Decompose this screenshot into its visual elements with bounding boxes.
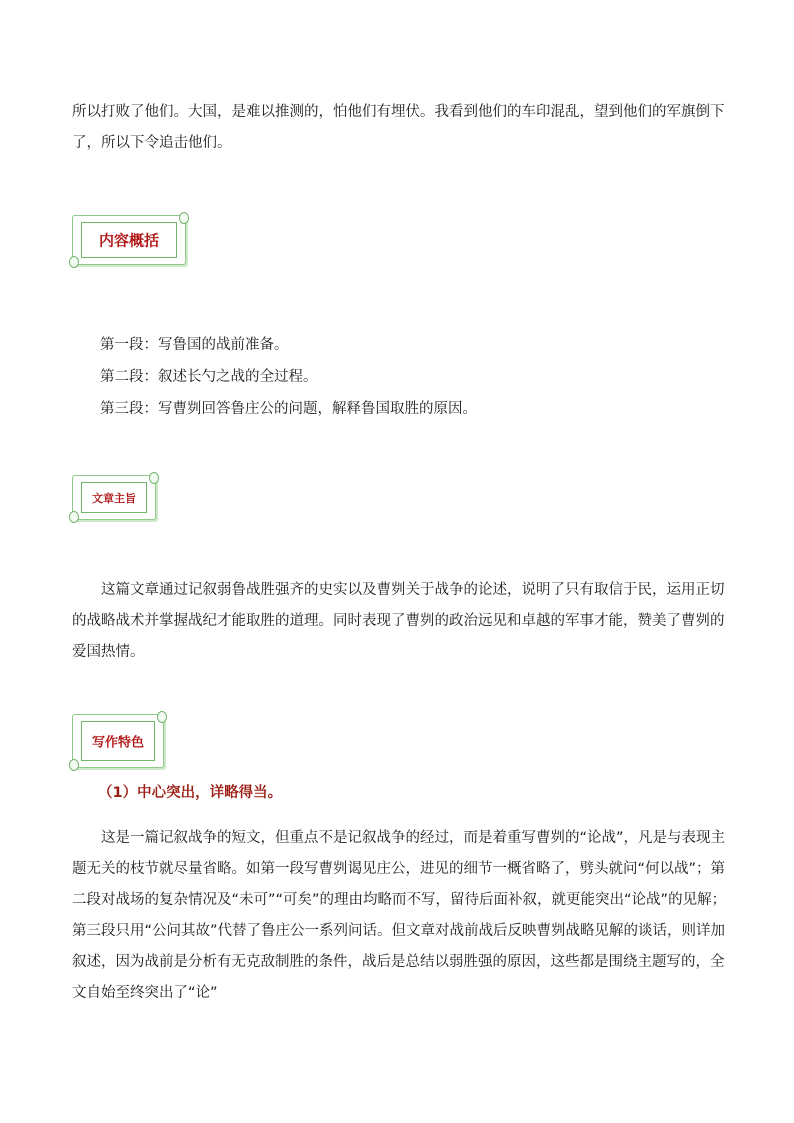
intro-paragraph: 所以打败了他们。大国，是难以推测的，怕他们有埋伏。我看到他们的车印混乱，望到他们的军旗倒下了，所以下令追击他们。 (72, 104, 725, 151)
features-header-scroll (72, 714, 164, 768)
scroll-curl-icon (69, 511, 79, 523)
summary-item-2: 第二段：叙述长勺之战的全过程。 (100, 369, 318, 385)
theme-paragraph: 这篇文章通过记叙弱鲁战胜强齐的史实以及曹刿关于战争的论述，说明了只有取信于民，运用正切的战略战术并掌握战纪才能取胜的道理。同时表现了曹刿的政治远见和卓越的军事才能，赞美了曹刿的爱国热情。 (72, 582, 725, 660)
theme-header: 文章主旨 (92, 491, 136, 505)
scroll-curl-icon (149, 472, 159, 484)
features-header: 写作特色 (91, 735, 144, 751)
summary-header: 内容概括 (98, 231, 159, 250)
scroll-curl-icon (69, 256, 79, 268)
feature-point-1-text: 这是一篇记叙战争的短文，但重点不是记叙战争的经过，而是着重写曹刿的“论战”，凡是与表现主题无关的枝节就尽量省略。如第一段写曹刿谒见庄公，进见的细节一概省略了，劈头就问“何以战”；第二段对战场的复杂情况及“未可”“可矣”的理由均略而不写，留待后面补叙，就更能突出“论战”的见解；第三段只用“公问其故”代替了鲁庄公一系列问话。但文章对战前战后反映曹刿战略见解的谈话，则详加叙述，因为战前是分析有无克敌制胜的条件，战后是总结以弱胜强的原因，这些都是围绕主题写的，全文自始至终突出了“论” (72, 830, 727, 1001)
feature-point-1-title: （1）中心突出，详略得当。 (98, 785, 283, 801)
theme-header-scroll (72, 475, 156, 520)
scroll-curl-icon (157, 711, 167, 723)
summary-item-3: 第三段：写曹刿回答鲁庄公的问题，解释鲁国取胜的原因。 (100, 401, 477, 417)
summary-item-1: 第一段：写鲁国的战前准备。 (100, 337, 289, 353)
scroll-curl-icon (179, 212, 189, 224)
scroll-curl-icon (69, 759, 79, 771)
summary-header-scroll (72, 215, 186, 265)
